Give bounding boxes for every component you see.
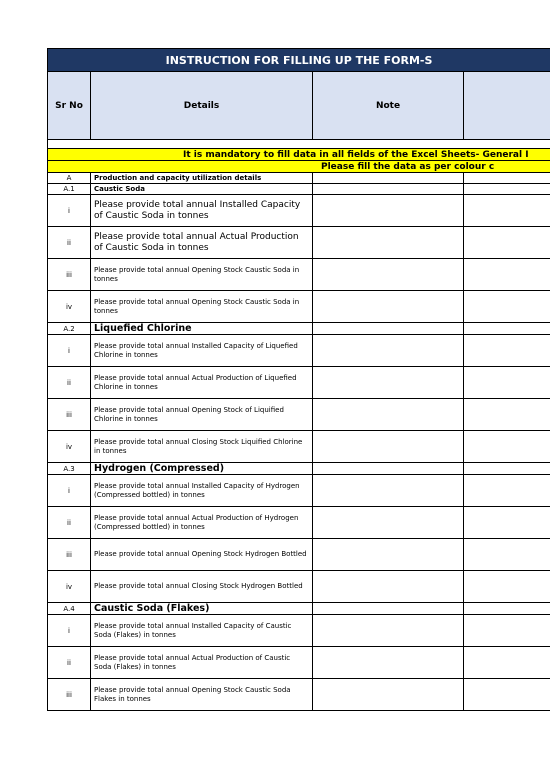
sr-cell: iii xyxy=(48,539,91,571)
detail-cell: Please provide total annual Opening Stock Hydrogen Bottled xyxy=(91,539,313,571)
sr-cell: iii xyxy=(48,399,91,431)
detail-cell: Please provide total annual Opening Stock of Liquified Chlorine in tonnes xyxy=(91,399,313,431)
sr-cell: A.2 xyxy=(48,323,91,335)
detail-cell: Please provide total annual Closing Stock Liquified Chlorine in tonnes xyxy=(91,431,313,463)
instruction-sheet xyxy=(47,48,550,711)
detail-cell: Please provide total annual Installed Capacity of Caustic Soda (Flakes) in tonnes xyxy=(91,615,313,647)
section-a2-row xyxy=(48,323,550,335)
table-row xyxy=(48,571,550,603)
sr-cell: i xyxy=(48,195,91,227)
sr-cell: A.4 xyxy=(48,603,91,615)
sr-cell: A.3 xyxy=(48,463,91,475)
form-title: INSTRUCTION FOR FILLING UP THE FORM-S xyxy=(48,49,550,72)
section-a1-row xyxy=(48,184,550,195)
table-row xyxy=(48,367,550,399)
table-row xyxy=(48,647,550,679)
section-label: Hydrogen (Compressed) xyxy=(91,463,313,475)
note-cell[interactable] xyxy=(313,679,464,711)
sr-cell: i xyxy=(48,475,91,507)
sr-cell: iv xyxy=(48,291,91,323)
header-sr-no: Sr No xyxy=(48,72,91,140)
note-cell[interactable] xyxy=(313,603,464,615)
sr-cell: iii xyxy=(48,679,91,711)
section-a3-row xyxy=(48,463,550,475)
note-cell[interactable] xyxy=(313,323,464,335)
detail-cell: Please provide total annual Actual Production of Caustic Soda in tonnes xyxy=(91,227,313,259)
note-cell[interactable] xyxy=(313,539,464,571)
detail-cell: Please provide total annual Closing Stock Hydrogen Bottled xyxy=(91,571,313,603)
sr-cell: ii xyxy=(48,227,91,259)
sr-cell: ii xyxy=(48,647,91,679)
sr-cell: i xyxy=(48,335,91,367)
note-cell[interactable] xyxy=(313,475,464,507)
table-row xyxy=(48,507,550,539)
section-label: Caustic Soda xyxy=(91,184,313,195)
note-cell[interactable] xyxy=(313,367,464,399)
detail-cell: Please provide total annual Actual Production of Hydrogen (Compressed bottled) in tonnes xyxy=(91,507,313,539)
note-cell[interactable] xyxy=(313,399,464,431)
sr-cell: iv xyxy=(48,571,91,603)
note-cell[interactable] xyxy=(313,463,464,475)
sr-cell: ii xyxy=(48,507,91,539)
header-blank xyxy=(464,72,550,140)
sr-cell: A.1 xyxy=(48,184,91,195)
table-row xyxy=(48,335,550,367)
section-label: Production and capacity utilization details xyxy=(91,173,313,184)
header-note: Note xyxy=(313,72,464,140)
section-a4-row xyxy=(48,603,550,615)
mandatory-notice: It is mandatory to fill data in all fields of the Excel Sheets- General I xyxy=(48,149,550,161)
note-cell[interactable] xyxy=(313,259,464,291)
note-cell[interactable] xyxy=(313,647,464,679)
note-cell[interactable] xyxy=(313,335,464,367)
note-cell[interactable] xyxy=(313,291,464,323)
detail-cell: Please provide total annual Opening Stock Caustic Soda Flakes in tonnes xyxy=(91,679,313,711)
note-cell[interactable] xyxy=(313,431,464,463)
table-row xyxy=(48,227,550,259)
note-cell[interactable] xyxy=(313,615,464,647)
table-row xyxy=(48,399,550,431)
colour-notice: Please fill the data as per colour c xyxy=(48,161,550,173)
title-row xyxy=(48,49,550,72)
section-a-row xyxy=(48,173,550,184)
detail-cell: Please provide total annual Installed Capacity of Caustic Soda in tonnes xyxy=(91,195,313,227)
note-cell[interactable] xyxy=(313,507,464,539)
detail-cell: Please provide total annual Installed Capacity of Hydrogen (Compressed bottled) in tonnes xyxy=(91,475,313,507)
table-row xyxy=(48,291,550,323)
note-cell[interactable] xyxy=(313,227,464,259)
sr-cell: i xyxy=(48,615,91,647)
detail-cell: Please provide total annual Installed Capacity of Liquefied Chlorine in tonnes xyxy=(91,335,313,367)
detail-cell: Please provide total annual Actual Production of Liquefied Chlorine in tonnes xyxy=(91,367,313,399)
note-cell[interactable] xyxy=(313,571,464,603)
section-label: Caustic Soda (Flakes) xyxy=(91,603,313,615)
table-row xyxy=(48,539,550,571)
colour-notice-row xyxy=(48,161,550,173)
spacer-row xyxy=(48,140,550,149)
detail-cell: Please provide total annual Opening Stock Caustic Soda in tonnes xyxy=(91,259,313,291)
table-row xyxy=(48,679,550,711)
note-cell[interactable] xyxy=(313,173,464,184)
table-row xyxy=(48,259,550,291)
sr-cell: iii xyxy=(48,259,91,291)
detail-cell: Please provide total annual Opening Stock Caustic Soda in tonnes xyxy=(91,291,313,323)
sr-cell: iv xyxy=(48,431,91,463)
sr-cell: ii xyxy=(48,367,91,399)
detail-cell: Please provide total annual Actual Production of Caustic Soda (Flakes) in tonnes xyxy=(91,647,313,679)
instruction-table xyxy=(47,48,550,711)
mandatory-notice-row xyxy=(48,149,550,161)
header-row xyxy=(48,72,550,140)
sr-cell: A xyxy=(48,173,91,184)
table-row xyxy=(48,475,550,507)
table-row xyxy=(48,615,550,647)
note-cell[interactable] xyxy=(313,195,464,227)
note-cell[interactable] xyxy=(313,184,464,195)
section-label: Liquefied Chlorine xyxy=(91,323,313,335)
header-details: Details xyxy=(91,72,313,140)
table-row xyxy=(48,431,550,463)
table-row xyxy=(48,195,550,227)
